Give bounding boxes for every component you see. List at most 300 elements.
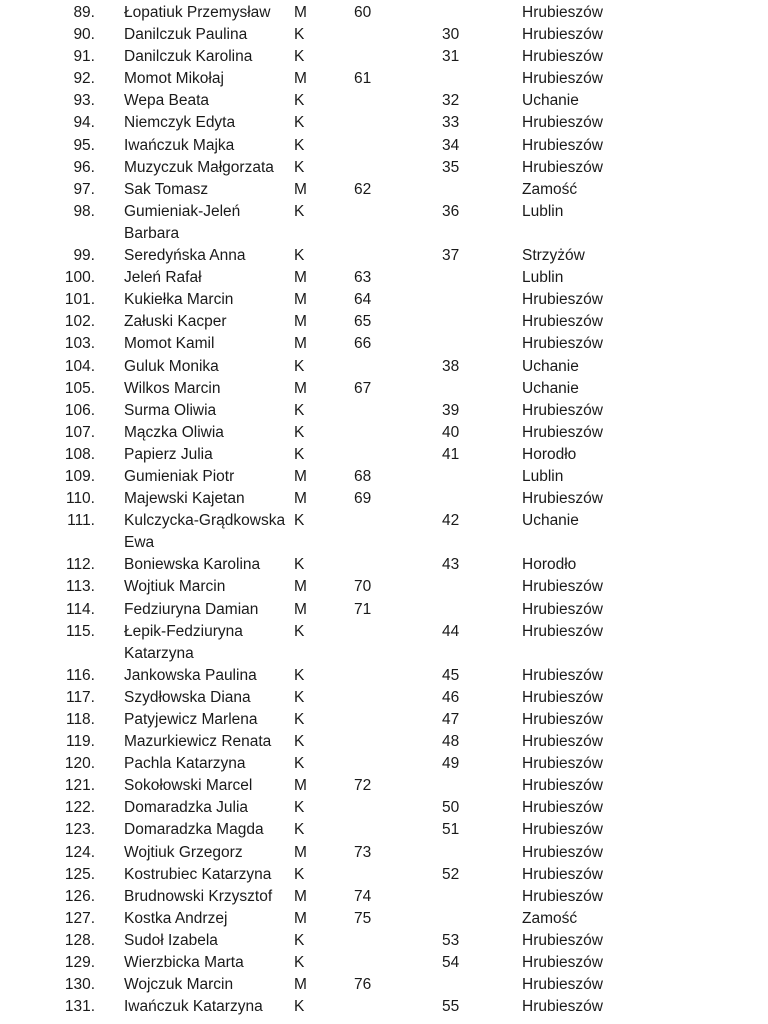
male-position: 73 xyxy=(354,843,372,861)
female-position: 50 xyxy=(442,799,460,817)
row-spacer xyxy=(0,179,38,201)
city-cell: Horodło xyxy=(522,445,577,463)
male-position: 63 xyxy=(354,269,372,287)
male-position xyxy=(354,90,442,112)
row-spacer xyxy=(0,422,38,444)
gender-cell: K xyxy=(294,711,305,728)
row-number: 104. xyxy=(64,357,95,375)
male-position: 71 xyxy=(354,600,372,618)
male-position: 69 xyxy=(354,490,372,508)
table-row xyxy=(0,952,768,974)
male-position xyxy=(354,665,442,687)
row-spacer xyxy=(0,621,38,665)
row-number: 131. xyxy=(64,998,95,1016)
row-number: 118. xyxy=(65,711,95,728)
row-spacer xyxy=(0,46,38,68)
female-position xyxy=(442,68,522,90)
gender-cell: K xyxy=(294,755,305,773)
row-spacer xyxy=(0,709,38,731)
runner-name: Surma Oliwia xyxy=(124,401,217,419)
row-number: 126. xyxy=(64,887,95,905)
row-spacer xyxy=(0,112,38,134)
table-row xyxy=(0,974,768,996)
runner-name: Kostrubiec Katarzyna xyxy=(124,865,272,883)
row-gap xyxy=(95,333,124,355)
row-spacer xyxy=(0,135,38,157)
female-position xyxy=(442,576,522,598)
row-number: 128. xyxy=(64,931,95,949)
row-gap xyxy=(95,135,124,157)
row-spacer xyxy=(0,554,38,576)
table-row xyxy=(0,311,768,333)
table-row xyxy=(0,245,768,267)
table-row xyxy=(0,356,768,378)
row-gap xyxy=(95,2,124,24)
city-cell: Hrubieszów xyxy=(522,600,603,618)
table-row xyxy=(0,665,768,687)
city-cell: Hrubieszów xyxy=(522,313,603,331)
row-number: 125. xyxy=(64,865,95,883)
female-position xyxy=(442,378,522,400)
city-cell: Uchanie xyxy=(522,379,579,397)
runner-name: Niemczyk Edyta xyxy=(124,114,236,132)
row-number: 117. xyxy=(65,688,95,706)
city-cell: Uchanie xyxy=(522,92,579,110)
row-spacer xyxy=(0,665,38,687)
city-cell: Hrubieszów xyxy=(522,931,603,949)
table-row xyxy=(0,819,768,841)
city-cell: Hrubieszów xyxy=(522,666,603,684)
table-row xyxy=(0,510,768,554)
row-gap xyxy=(95,466,124,488)
row-gap xyxy=(95,599,124,621)
city-cell: Hrubieszów xyxy=(522,688,603,706)
male-position xyxy=(354,797,442,819)
gender-cell: K xyxy=(294,799,305,817)
gender-cell: K xyxy=(294,622,305,640)
row-number: 102. xyxy=(64,313,95,331)
gender-cell: K xyxy=(294,114,305,132)
gender-cell: K xyxy=(294,998,305,1016)
row-number: 105. xyxy=(64,379,95,397)
row-gap xyxy=(95,90,124,112)
female-position: 52 xyxy=(442,865,460,883)
row-gap xyxy=(95,179,124,201)
runner-name: Mazurkiewicz Renata xyxy=(124,733,272,751)
table-row xyxy=(0,2,768,24)
row-gap xyxy=(95,952,124,974)
runner-name: Załuski Kacper xyxy=(124,313,227,331)
male-position: 66 xyxy=(354,335,372,353)
gender-cell: M xyxy=(294,269,307,287)
male-position xyxy=(354,687,442,709)
female-position xyxy=(442,775,522,797)
male-position xyxy=(354,135,442,157)
table-row xyxy=(0,24,768,46)
gender-cell: K xyxy=(294,688,305,706)
row-spacer xyxy=(0,687,38,709)
female-position: 45 xyxy=(442,666,460,684)
row-gap xyxy=(95,974,124,996)
runner-name: Sokołowski Marcel xyxy=(124,777,253,795)
city-cell: Uchanie xyxy=(522,357,579,375)
city-cell: Lublin xyxy=(522,269,564,287)
female-position xyxy=(442,908,522,930)
city-cell: Hrubieszów xyxy=(522,578,603,596)
row-number: 97. xyxy=(73,180,95,198)
table-row xyxy=(0,201,768,245)
runner-name: Momot Mikołaj xyxy=(124,70,224,88)
male-position xyxy=(354,930,442,952)
city-cell: Hrubieszów xyxy=(522,114,603,132)
city-cell: Hrubieszów xyxy=(522,887,603,905)
gender-cell: K xyxy=(294,92,305,110)
female-position: 55 xyxy=(442,998,460,1016)
row-gap xyxy=(95,554,124,576)
row-number: 92. xyxy=(73,70,95,88)
row-spacer xyxy=(0,819,38,841)
row-gap xyxy=(95,112,124,134)
row-number: 116. xyxy=(65,666,95,684)
runner-name: Szydłowska Diana xyxy=(124,688,251,706)
city-cell: Hrubieszów xyxy=(522,821,603,839)
female-position: 35 xyxy=(442,158,460,176)
female-position: 48 xyxy=(442,733,460,751)
city-cell: Hrubieszów xyxy=(522,711,603,728)
runner-name: Majewski Kajetan xyxy=(124,490,245,508)
gender-cell: M xyxy=(294,490,307,508)
runner-name: Łepik-Fedziuryna Katarzyna xyxy=(124,622,243,662)
row-number: 129. xyxy=(64,954,95,972)
city-cell: Hrubieszów xyxy=(522,70,603,88)
gender-cell: K xyxy=(294,445,305,463)
row-number: 110. xyxy=(65,490,95,508)
gender-cell: K xyxy=(294,666,305,684)
runner-name: Seredyńska Anna xyxy=(124,247,246,265)
row-number: 91. xyxy=(73,48,95,66)
row-spacer xyxy=(0,289,38,311)
row-number: 94. xyxy=(73,114,95,132)
gender-cell: M xyxy=(294,335,307,353)
table-row xyxy=(0,886,768,908)
row-number: 90. xyxy=(73,26,95,44)
row-spacer xyxy=(0,356,38,378)
table-row xyxy=(0,90,768,112)
row-number: 98. xyxy=(73,202,95,220)
row-spacer xyxy=(0,245,38,267)
row-gap xyxy=(95,68,124,90)
gender-cell: K xyxy=(294,733,305,751)
male-position xyxy=(354,400,442,422)
female-position: 40 xyxy=(442,423,460,441)
row-spacer xyxy=(0,952,38,974)
female-position: 37 xyxy=(442,247,460,265)
table-row xyxy=(0,179,768,201)
gender-cell: K xyxy=(294,48,305,66)
gender-cell: K xyxy=(294,158,305,176)
row-gap xyxy=(95,709,124,731)
runner-name: Wojtiuk Grzegorz xyxy=(124,843,243,861)
city-cell: Hrubieszów xyxy=(522,998,603,1016)
gender-cell: M xyxy=(294,843,307,861)
runner-name: Danilczuk Karolina xyxy=(124,48,253,66)
row-number: 89. xyxy=(73,4,95,21)
table-row xyxy=(0,400,768,422)
row-gap xyxy=(95,24,124,46)
runner-name: Muzyczuk Małgorzata xyxy=(124,158,274,176)
row-gap xyxy=(95,46,124,68)
male-position xyxy=(354,996,442,1018)
row-spacer xyxy=(0,311,38,333)
female-position: 43 xyxy=(442,556,460,574)
table-row xyxy=(0,157,768,179)
table-row xyxy=(0,554,768,576)
male-position: 64 xyxy=(354,291,372,309)
table-row xyxy=(0,709,768,731)
table-row xyxy=(0,289,768,311)
gender-cell: K xyxy=(294,247,305,265)
female-position: 33 xyxy=(442,114,460,132)
row-gap xyxy=(95,797,124,819)
female-position xyxy=(442,2,522,24)
row-gap xyxy=(95,687,124,709)
male-position: 72 xyxy=(354,777,372,795)
female-position xyxy=(442,599,522,621)
male-position xyxy=(354,554,442,576)
city-cell: Hrubieszów xyxy=(522,976,603,994)
row-number: 123. xyxy=(64,821,95,839)
gender-cell: M xyxy=(294,578,307,596)
city-cell: Hrubieszów xyxy=(522,865,603,883)
row-number: 112. xyxy=(65,556,95,574)
city-cell: Hrubieszów xyxy=(522,48,603,66)
runner-name: Wierzbicka Marta xyxy=(124,954,244,972)
female-position: 32 xyxy=(442,92,460,110)
gender-cell: M xyxy=(294,4,307,21)
gender-cell: K xyxy=(294,821,305,839)
row-spacer xyxy=(0,378,38,400)
runner-name: Guluk Monika xyxy=(124,357,219,375)
city-cell: Lublin xyxy=(522,202,564,220)
city-cell: Hrubieszów xyxy=(522,423,603,441)
gender-cell: M xyxy=(294,313,307,331)
row-gap xyxy=(95,864,124,886)
female-position xyxy=(442,311,522,333)
female-position: 46 xyxy=(442,688,460,706)
male-position: 62 xyxy=(354,180,372,198)
gender-cell: M xyxy=(294,976,307,994)
city-cell: Hrubieszów xyxy=(522,954,603,972)
female-position xyxy=(442,333,522,355)
female-position: 34 xyxy=(442,136,460,154)
row-number: 100. xyxy=(64,269,95,287)
male-position xyxy=(354,709,442,731)
row-gap xyxy=(95,378,124,400)
gender-cell: M xyxy=(294,600,307,618)
row-spacer xyxy=(0,974,38,996)
female-position xyxy=(442,886,522,908)
row-gap xyxy=(95,510,124,554)
female-position: 42 xyxy=(442,512,460,530)
table-row xyxy=(0,267,768,289)
table-row xyxy=(0,775,768,797)
male-position xyxy=(354,444,442,466)
runner-name: Gumieniak-Jeleń Barbara xyxy=(124,202,241,242)
runner-name: Kukiełka Marcin xyxy=(124,291,234,309)
table-row xyxy=(0,112,768,134)
city-cell: Hrubieszów xyxy=(522,777,603,795)
runner-name: Łopatiuk Przemysław xyxy=(124,4,271,21)
row-number: 101. xyxy=(64,291,95,309)
row-gap xyxy=(95,996,124,1018)
row-gap xyxy=(95,488,124,510)
table-row xyxy=(0,576,768,598)
row-spacer xyxy=(0,267,38,289)
row-gap xyxy=(95,775,124,797)
table-row xyxy=(0,621,768,665)
male-position xyxy=(354,24,442,46)
female-position: 51 xyxy=(442,821,460,839)
male-position xyxy=(354,510,442,554)
city-cell: Hrubieszów xyxy=(522,158,603,176)
city-cell: Hrubieszów xyxy=(522,490,603,508)
row-spacer xyxy=(0,444,38,466)
male-position xyxy=(354,731,442,753)
gender-cell: M xyxy=(294,467,307,485)
city-cell: Hrubieszów xyxy=(522,26,603,44)
row-number: 109. xyxy=(64,467,95,485)
row-gap xyxy=(95,422,124,444)
runner-name: Iwańczuk Majka xyxy=(124,136,235,154)
city-cell: Zamość xyxy=(522,180,578,198)
female-position: 53 xyxy=(442,931,460,949)
runner-name: Patyjewicz Marlena xyxy=(124,711,258,728)
table-row xyxy=(0,378,768,400)
runner-name: Domaradzka Magda xyxy=(124,821,264,839)
table-row xyxy=(0,444,768,466)
row-number: 107. xyxy=(64,423,95,441)
gender-cell: M xyxy=(294,909,307,927)
table-row xyxy=(0,687,768,709)
gender-cell: K xyxy=(294,865,305,883)
male-position: 75 xyxy=(354,909,372,927)
runner-name: Domaradzka Julia xyxy=(124,799,249,817)
runner-name: Wojtiuk Marcin xyxy=(124,578,226,596)
row-spacer xyxy=(0,731,38,753)
male-position xyxy=(354,422,442,444)
female-position: 44 xyxy=(442,622,460,640)
male-position xyxy=(354,753,442,775)
table-row xyxy=(0,466,768,488)
female-position xyxy=(442,842,522,864)
table-row xyxy=(0,68,768,90)
gender-cell: M xyxy=(294,379,307,397)
row-gap xyxy=(95,311,124,333)
row-number: 119. xyxy=(65,733,95,751)
row-spacer xyxy=(0,201,38,245)
city-cell: Hrubieszów xyxy=(522,335,603,353)
row-spacer xyxy=(0,908,38,930)
city-cell: Hrubieszów xyxy=(522,733,603,751)
male-position: 65 xyxy=(354,313,372,331)
row-spacer xyxy=(0,24,38,46)
row-gap xyxy=(95,267,124,289)
row-gap xyxy=(95,842,124,864)
row-number: 127. xyxy=(64,909,95,927)
female-position: 30 xyxy=(442,26,460,44)
female-position: 47 xyxy=(442,711,460,728)
city-cell: Strzyżów xyxy=(522,247,585,265)
gender-cell: M xyxy=(294,180,307,198)
runner-name: Sudoł Izabela xyxy=(124,931,218,949)
city-cell: Horodło xyxy=(522,556,577,574)
runner-name: Danilczuk Paulina xyxy=(124,26,248,44)
female-position xyxy=(442,179,522,201)
table-row xyxy=(0,731,768,753)
row-number: 99. xyxy=(73,247,95,265)
row-number: 113. xyxy=(65,578,95,596)
table-row xyxy=(0,46,768,68)
row-spacer xyxy=(0,864,38,886)
row-gap xyxy=(95,665,124,687)
male-position xyxy=(354,864,442,886)
row-number: 93. xyxy=(73,92,95,110)
row-gap xyxy=(95,753,124,775)
gender-cell: M xyxy=(294,291,307,309)
row-spacer xyxy=(0,68,38,90)
gender-cell: K xyxy=(294,136,305,154)
table-row xyxy=(0,930,768,952)
gender-cell: M xyxy=(294,887,307,905)
male-position xyxy=(354,46,442,68)
runner-name: Momot Kamil xyxy=(124,335,215,353)
row-spacer xyxy=(0,576,38,598)
city-cell: Hrubieszów xyxy=(522,136,603,154)
male-position xyxy=(354,356,442,378)
female-position: 36 xyxy=(442,202,460,220)
gender-cell: M xyxy=(294,70,307,88)
row-gap xyxy=(95,201,124,245)
gender-cell: K xyxy=(294,357,305,375)
male-position: 60 xyxy=(354,4,372,21)
city-cell: Uchanie xyxy=(522,512,579,530)
table-row xyxy=(0,996,768,1018)
gender-cell: K xyxy=(294,26,305,44)
row-number: 120. xyxy=(64,755,95,773)
runner-name: Brudnowski Krzysztof xyxy=(124,887,273,905)
runner-name: Pachla Katarzyna xyxy=(124,755,246,773)
table-row xyxy=(0,842,768,864)
row-spacer xyxy=(0,90,38,112)
row-number: 106. xyxy=(64,401,95,419)
female-position: 39 xyxy=(442,401,460,419)
table-row xyxy=(0,422,768,444)
row-spacer xyxy=(0,510,38,554)
row-number: 121. xyxy=(64,777,95,795)
row-gap xyxy=(95,886,124,908)
runner-name: Fedziuryna Damian xyxy=(124,600,259,618)
runner-name: Wepa Beata xyxy=(124,92,210,110)
row-number: 115. xyxy=(65,622,95,640)
row-gap xyxy=(95,819,124,841)
row-number: 108. xyxy=(64,445,95,463)
row-spacer xyxy=(0,466,38,488)
female-position: 41 xyxy=(442,445,460,463)
female-position: 31 xyxy=(442,48,460,66)
row-spacer xyxy=(0,886,38,908)
row-spacer xyxy=(0,488,38,510)
city-cell: Hrubieszów xyxy=(522,755,603,773)
